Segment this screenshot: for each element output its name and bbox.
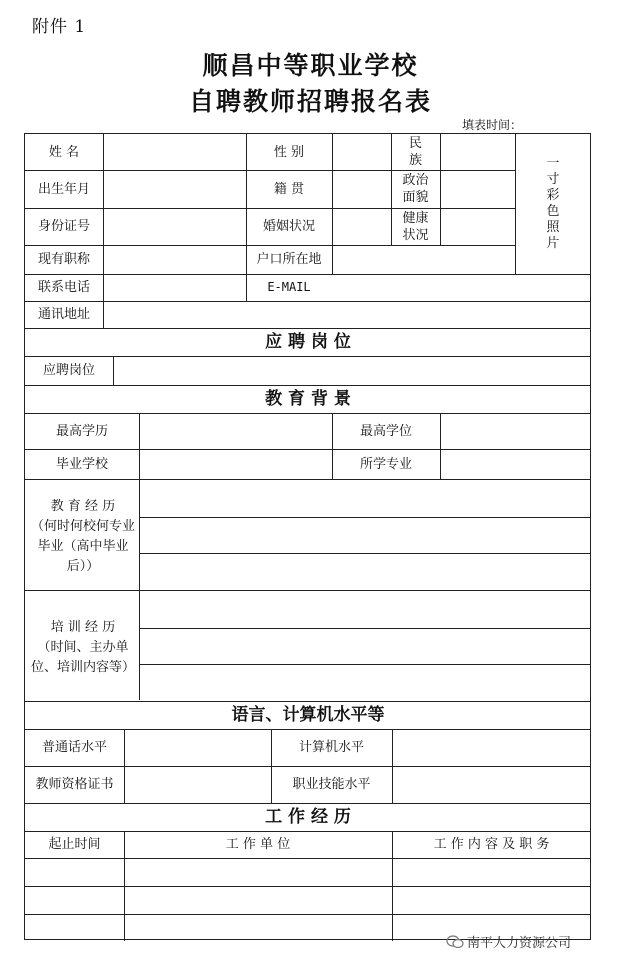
marital-label: 婚姻状况: [262, 219, 315, 234]
name-label: 姓 名: [48, 144, 80, 160]
training-label: 培 训 经 历 （时间、主办单位、培训内容等）: [30, 619, 135, 675]
school-label: 毕业学校: [55, 456, 108, 472]
position-field[interactable]: [114, 356, 591, 385]
vocational-label: 职业技能水平: [292, 777, 371, 792]
birth-label: 出生年月: [37, 181, 90, 197]
watermark-text: 南平人力资源公司: [467, 936, 572, 951]
address-field[interactable]: [104, 301, 591, 328]
hukou-label: 户口所在地: [256, 252, 322, 267]
ethnicity-field[interactable]: [441, 134, 515, 170]
form-title-line1: 顺昌中等职业学校: [202, 51, 419, 80]
teacher-cert-label: 教师资格证书: [35, 777, 114, 792]
political-label: 政治 面貌: [402, 173, 429, 205]
mandarin-label: 普通话水平: [41, 740, 107, 755]
photo-box: [515, 134, 591, 274]
watermark: [446, 932, 571, 951]
form-title-line2: 自聘教师招聘报名表: [188, 87, 432, 116]
phone-label: 联系电话: [37, 280, 90, 295]
name-field[interactable]: [104, 134, 246, 170]
id-number-field[interactable]: [104, 208, 246, 245]
health-label: 健康 状况: [402, 210, 429, 243]
birth-field[interactable]: [104, 170, 246, 208]
work-employer-header: 工 作 单 位: [225, 837, 291, 852]
highest-degree-label: 最高学历: [55, 423, 108, 439]
position-label: 应聘岗位: [42, 363, 95, 378]
attachment-label: 附件 1: [32, 17, 87, 37]
native-place-label: 籍 贯: [273, 181, 305, 197]
id-number-label: 身份证号: [37, 219, 90, 234]
work-duties-header: 工 作 内 容 及 职 务: [433, 837, 550, 852]
registration-form: [24, 133, 591, 940]
work-period-header: 起止时间: [48, 837, 101, 852]
section-language-header: 语言、计算机水平等: [231, 704, 385, 725]
section-education-header: 教 育 背 景: [265, 388, 351, 409]
edu-history-label: 教 育 经 历 （何时何校何专业毕业（高中毕业后））: [30, 498, 135, 574]
email-label: E-MAIL: [267, 280, 311, 294]
computer-label: 计算机水平: [298, 740, 364, 755]
section-work-header: 工 作 经 历: [265, 806, 351, 827]
wechat-icon: [446, 935, 464, 949]
section-position-header: 应 聘 岗 位: [265, 332, 351, 352]
ethnicity-label: 民 族: [408, 136, 422, 168]
fill-date-label: 填表时间：: [462, 118, 523, 132]
highest-academic-label: 最高学位: [359, 423, 412, 439]
gender-label: 性 别: [273, 144, 305, 160]
title-label: 现有职称: [37, 252, 90, 267]
address-label: 通讯地址: [37, 307, 90, 322]
gender-field[interactable]: [333, 134, 391, 170]
photo-label: 一寸彩色照片: [546, 156, 560, 251]
major-label: 所学专业: [359, 456, 412, 472]
